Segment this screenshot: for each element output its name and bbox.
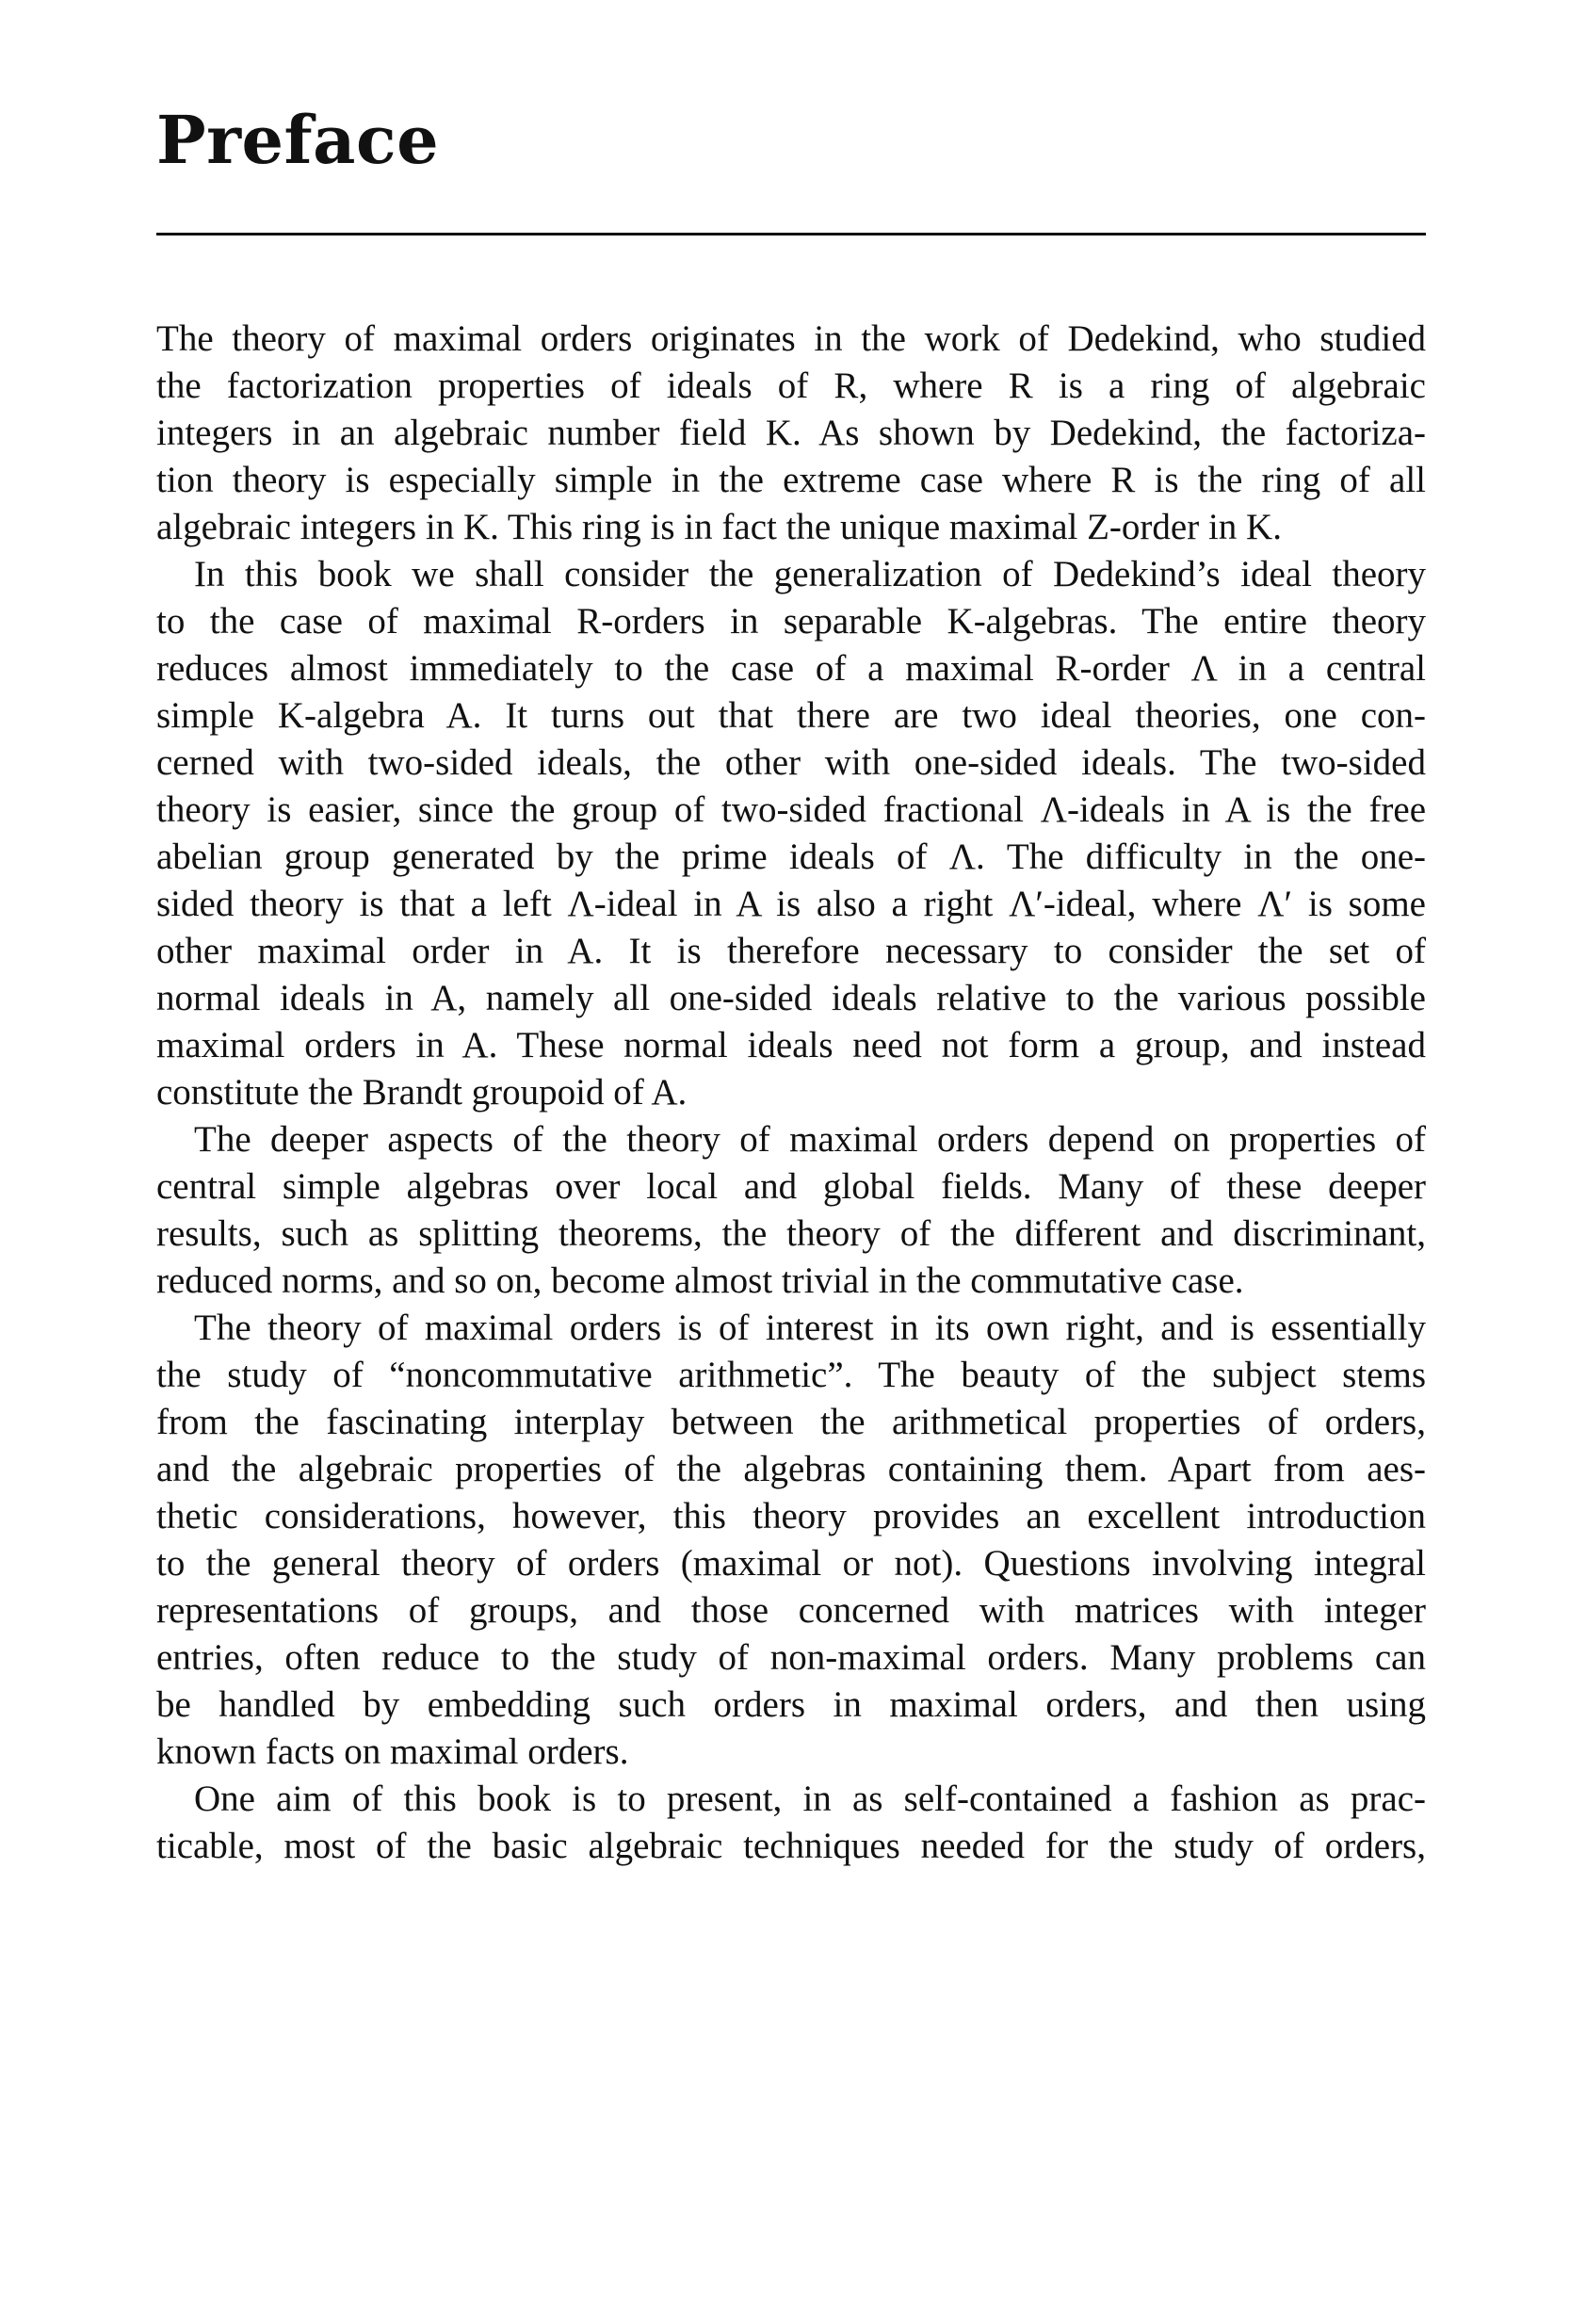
text-line: from the fascinating interplay between the arithmetical properties of orders, — [156, 1402, 1426, 1442]
text-line: the factorization properties of ideals of R, where R is a ring of algebraic — [156, 366, 1426, 406]
title-rule — [156, 233, 1426, 236]
text-line: In this book we shall consider the generalization of Dedekind’s ideal theory — [194, 554, 1426, 594]
text-line: tion theory is especially simple in the extreme case where R is the ring of all — [156, 460, 1426, 500]
text-line: maximal orders in A. These normal ideals need not form a group, and instead — [156, 1025, 1426, 1065]
text-line: to the case of maximal R-orders in separable K-algebras. The entire theory — [156, 601, 1426, 642]
text-line: central simple algebras over local and global fields. Many of these deeper — [156, 1166, 1426, 1207]
text-line: the study of “noncommutative arithmetic”. The beauty of the subject stems — [156, 1355, 1426, 1395]
text-line: reduced norms, and so on, become almost trivial in the commutative case. — [156, 1260, 1244, 1301]
text-line: reduces almost immediately to the case of a maximal R-order Λ in a central — [156, 648, 1426, 689]
text-line: The theory of maximal orders originates in the work of Dedekind, who studied — [156, 318, 1426, 359]
text-line: to the general theory of orders (maximal or not). Questions involving integral — [156, 1543, 1426, 1584]
text-line: The theory of maximal orders is of interest in its own right, and is essentially — [194, 1308, 1426, 1348]
text-line: constitute the Brandt groupoid of A. — [156, 1072, 688, 1113]
text-line: and the algebraic properties of the algebras containing them. Apart from aes- — [156, 1449, 1426, 1489]
preface-body — [156, 316, 1426, 1870]
text-line: abelian group generated by the prime ideals of Λ. The difficulty in the one- — [156, 837, 1426, 877]
paragraph-3 — [156, 1116, 1426, 1305]
text-line: The deeper aspects of the theory of maximal orders depend on properties of — [194, 1119, 1426, 1160]
text-line: known facts on maximal orders. — [156, 1731, 629, 1772]
text-line: thetic considerations, however, this theory provides an excellent introduction — [156, 1496, 1426, 1536]
paragraph-4 — [156, 1305, 1426, 1776]
text-line: sided theory is that a left Λ-ideal in A is also a right Λ′-ideal, where Λ′ is some — [156, 884, 1426, 924]
page-title: Preface — [156, 101, 440, 179]
text-line: One aim of this book is to present, in as self-contained a fashion as prac- — [194, 1779, 1426, 1819]
paragraph-2 — [156, 551, 1426, 1116]
text-line: theory is easier, since the group of two-sided fractional Λ-ideals in A is the free — [156, 789, 1426, 830]
text-line: cerned with two-sided ideals, the other with one-sided ideals. The two-sided — [156, 742, 1426, 783]
text-line: ticable, most of the basic algebraic techniques needed for the study of orders, — [156, 1826, 1426, 1866]
text-line: entries, often reduce to the study of non-maximal orders. Many problems can — [156, 1637, 1426, 1678]
text-line: be handled by embedding such orders in maximal orders, and then using — [156, 1684, 1426, 1725]
text-line: integers in an algebraic number field K. As shown by Dedekind, the factoriza- — [156, 413, 1426, 453]
text-line: algebraic integers in K. This ring is in fact the unique maximal Z-order in K. — [156, 507, 1282, 547]
paragraph-5 — [156, 1776, 1426, 1870]
text-line: other maximal order in A. It is therefore necessary to consider the set of — [156, 931, 1426, 971]
paragraph-1 — [156, 316, 1426, 551]
text-line: results, such as splitting theorems, the theory of the different and discriminant, — [156, 1213, 1426, 1254]
text-line: simple K-algebra A. It turns out that there are two ideal theories, one con- — [156, 695, 1426, 736]
text-line: normal ideals in A, namely all one-sided ideals relative to the various possible — [156, 978, 1426, 1018]
text-line: representations of groups, and those concerned with matrices with integer — [156, 1590, 1426, 1631]
